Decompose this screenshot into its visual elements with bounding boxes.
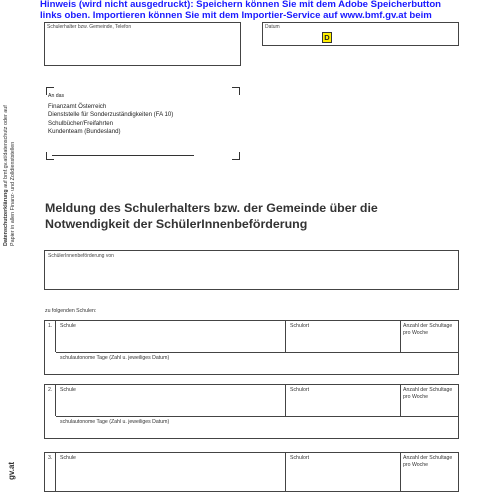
row-number: 1.	[48, 323, 53, 329]
school-name-field[interactable]	[56, 453, 286, 491]
school-row-1	[44, 320, 459, 375]
school-name-label: Schule	[60, 323, 76, 329]
school-authority-label: Schulerhalter bzw. Gemeinde, Telefon	[47, 24, 132, 30]
row-divider	[56, 416, 458, 417]
transport-from-field[interactable]	[44, 250, 459, 290]
date-field[interactable]	[262, 22, 459, 46]
address-line: Kundenteam (Bundesland)	[48, 128, 121, 135]
address-line: An das	[48, 93, 65, 99]
school-days-label: Anzahl der Schultage pro Woche	[403, 455, 453, 468]
privacy-note-text: auf bmf.gv.at/datenschutz oder auf Papier in allen Finanz- und Zolldienststellen	[3, 105, 16, 246]
date-field-marker: D	[322, 32, 332, 43]
school-place-label: Schulort	[290, 455, 310, 461]
school-days-label: Anzahl der Schultage pro Woche	[403, 387, 453, 400]
school-place-label: Schulort	[290, 387, 310, 393]
recipient-address	[48, 92, 173, 137]
address-corner-tr	[232, 87, 240, 95]
address-line: Dienststelle für Sonderzuständigkeiten (FA 10)	[48, 111, 174, 118]
schools-intro: zu folgenden Schulen:	[45, 308, 97, 314]
school-name-field[interactable]	[56, 321, 286, 352]
privacy-note-bold: Datenschutzerklärung	[3, 189, 9, 246]
school-row-2	[44, 384, 459, 439]
address-line: Finanzamt Österreich	[48, 102, 107, 110]
autonomous-days-field[interactable]: schulautonome Tage (Zahl u. jeweiliges Datum)	[60, 419, 170, 425]
bottom-side-text: gv.at	[7, 461, 16, 480]
school-place-label: Schulort	[290, 323, 310, 329]
row-divider	[56, 352, 458, 353]
address-line: Schulbücher/Freifahrten	[48, 119, 114, 127]
transport-from-label: SchülerInnenbeförderung von	[48, 253, 114, 259]
school-name-label: Schule	[60, 455, 76, 461]
row-number: 2.	[48, 387, 53, 393]
row-number: 3.	[48, 455, 53, 461]
page-title: Meldung des Schulerhalters bzw. der Gemeinde über die Notwendigkeit der SchülerInnenbeförderung	[45, 201, 378, 231]
school-days-label: Anzahl der Schultage pro Woche	[403, 323, 453, 336]
autonomous-days-field[interactable]: schulautonome Tage (Zahl u. jeweiliges Datum)	[60, 355, 170, 361]
school-name-field[interactable]	[56, 385, 286, 416]
import-hint: Hinweis (wird nicht ausgedruckt): Speichern können Sie mit dem Adobe Speicherbutton links oben. Importieren können Sie mit dem Importier-Service auf www.bmf.gv.at beim	[40, 0, 442, 21]
school-row-3	[44, 452, 459, 492]
address-corner-br	[232, 152, 240, 160]
school-name-label: Schule	[60, 387, 76, 393]
school-authority-field[interactable]	[44, 22, 241, 66]
address-separator	[52, 155, 194, 156]
date-label: Datum	[265, 24, 280, 30]
